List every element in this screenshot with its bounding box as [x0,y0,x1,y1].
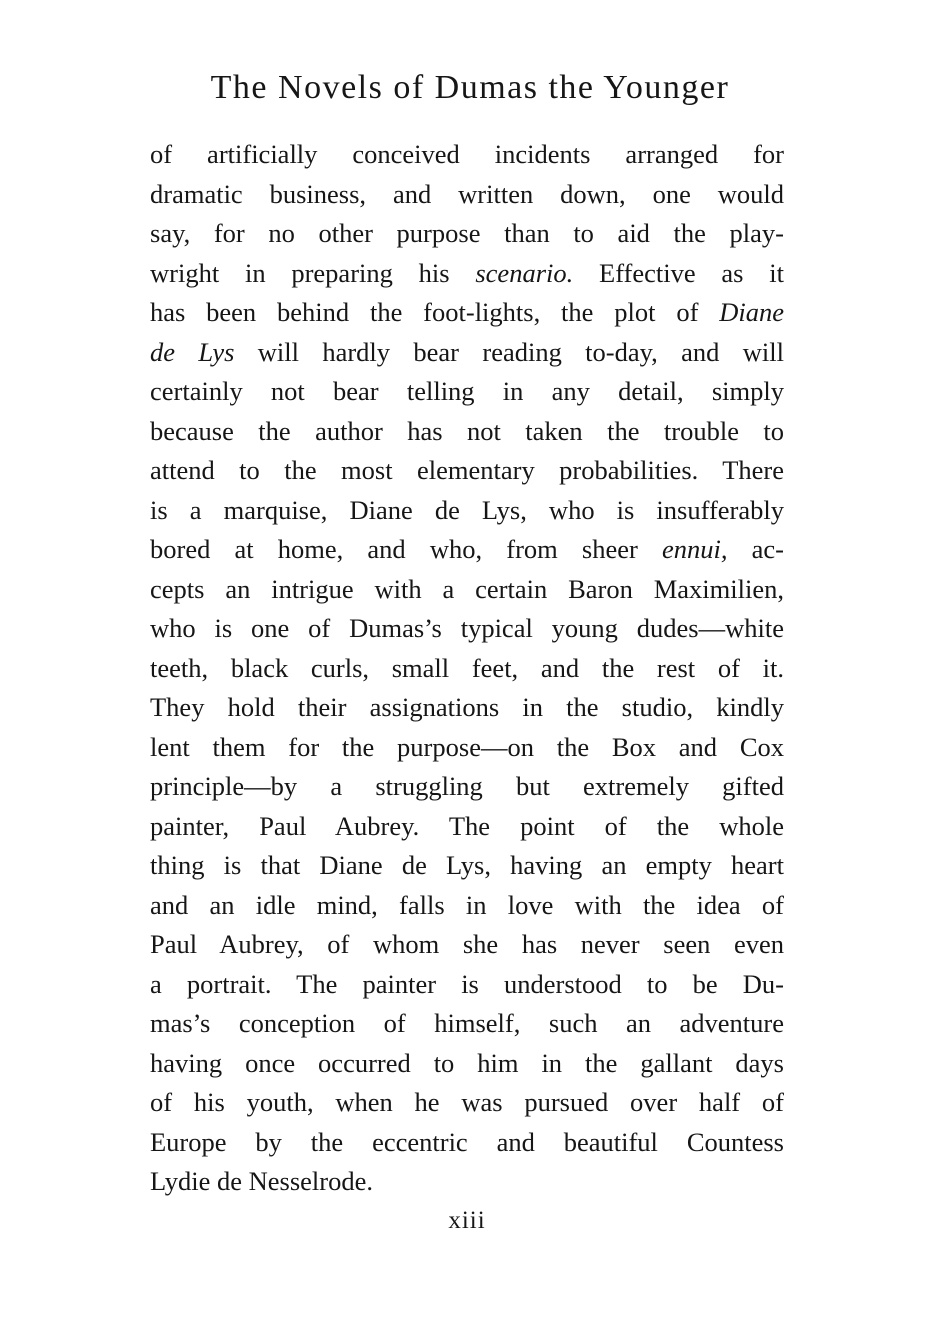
text-segment: because the author has not taken the trouble to [150,415,784,446]
text-segment: They hold their assignations in the studio, kindly [150,692,784,722]
text-line [150,1044,784,1084]
text-line [150,688,784,728]
italic-text: Diane [719,297,784,327]
text-line [150,333,784,373]
text-segment: of his youth, when he was pursued over half of [150,1087,784,1117]
text-segment: certainly not bear telling in any detail, simply [150,376,784,406]
text-line [150,412,784,452]
text-segment: cepts an intrigue with a certain Baron Maximilien, [150,573,784,604]
text-segment: of artificially conceived incidents arranged for [150,139,784,169]
text-line [150,1123,784,1163]
text-segment: Effective as it [573,257,784,288]
text-line [150,135,784,175]
text-line [150,846,784,886]
text-segment: attend to the most elementary probabilities. There [150,455,784,485]
text-line [150,807,784,847]
italic-text: scenario. [475,257,574,288]
text-segment: Lydie de Nesselrode. [150,1166,373,1196]
text-line [150,175,784,215]
text-line [150,214,784,254]
text-line [150,530,784,570]
text-segment: bored at home, and who, from sheer [150,534,662,564]
text-segment: a portrait. The painter is understood to be Du- [150,968,784,999]
text-line [150,254,784,294]
text-line [150,925,784,965]
text-segment: and an idle mind, falls in love with the idea of [150,889,784,920]
text-line [150,570,784,610]
text-segment: mas’s conception of himself, such an adventure [150,1008,784,1038]
text-segment: will hardly bear reading to-day, and will [234,336,784,367]
text-line [150,728,784,768]
text-segment: who is one of Dumas’s typical young dudes—white [150,613,784,643]
text-segment: lent them for the purpose—on the Box and Cox [150,731,784,762]
text-line [150,965,784,1005]
text-segment: is a marquise, Diane de Lys, who is insufferably [150,494,784,525]
text-line [150,1162,784,1202]
text-segment: painter, Paul Aubrey. The point of the whole [150,810,784,841]
text-segment: ac- [727,534,784,564]
text-segment: wright in preparing his [150,257,476,288]
text-line [150,649,784,689]
text-segment: having once occurred to him in the gallant days [150,1047,784,1078]
text-segment: thing is that Diane de Lys, having an empty heart [150,850,784,880]
text-line [150,886,784,926]
text-segment: principle—by a struggling but extremely gifted [150,771,784,801]
text-line [150,767,784,807]
text-line [150,1004,784,1044]
text-line [150,451,784,491]
italic-text: ennui, [661,534,728,564]
text-line [150,609,784,649]
text-segment: say, for no other purpose than to aid the play- [150,218,784,248]
text-line [150,491,784,531]
text-line [150,372,784,412]
text-segment: dramatic business, and written down, one would [150,178,784,209]
running-head: The Novels of Dumas the Younger [210,69,730,106]
text-segment: Paul Aubrey, of whom she has never seen even [150,929,784,959]
body-paragraph [150,135,784,1202]
text-line [150,1083,784,1123]
text-segment: teeth, black curls, small feet, and the rest of it. [150,652,784,683]
text-segment: has been behind the foot-lights, the plot of [150,297,720,327]
page-number: xiii [448,1207,486,1234]
text-line [150,293,784,333]
italic-text: de Lys [150,336,235,367]
text-segment: Europe by the eccentric and beautiful Countess [150,1126,784,1157]
